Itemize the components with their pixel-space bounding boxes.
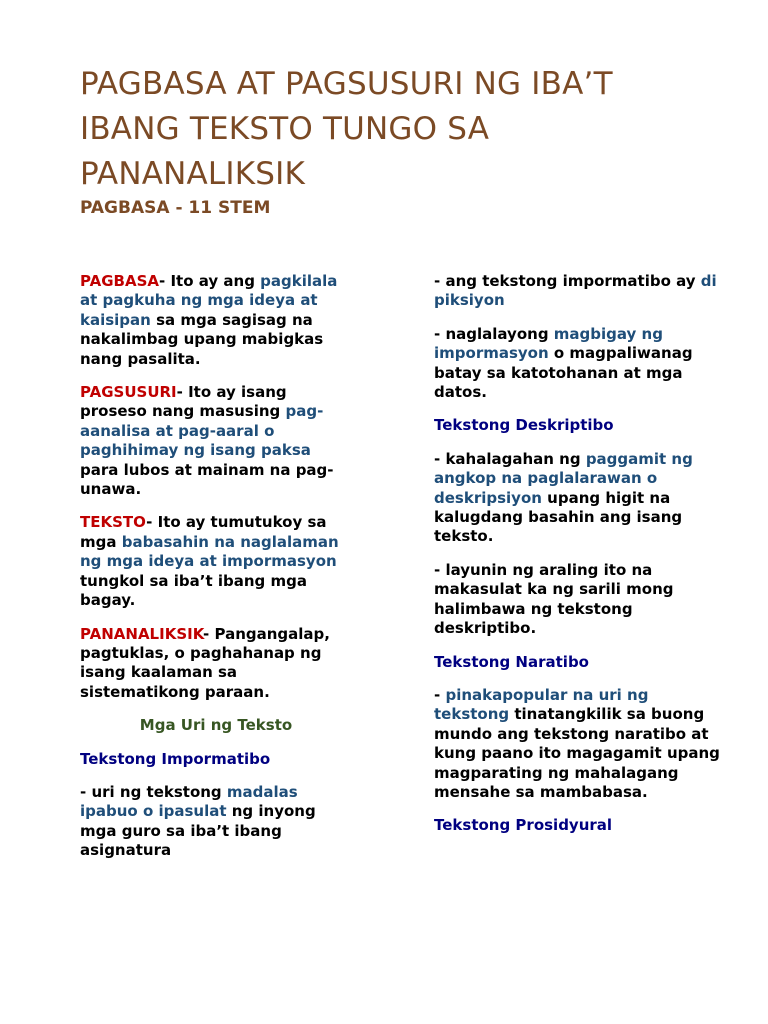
highlight-text: magbigay ng impormasyon <box>434 324 663 363</box>
term-pagbasa: PAGBASA <box>80 272 159 290</box>
impormatibo-paragraph-1 <box>80 783 352 861</box>
pagbasa-definition <box>80 272 352 369</box>
definition-text: - kahalagahan ng <box>434 449 586 468</box>
definition-text: - <box>434 685 446 704</box>
definition-text: para lubos at mainam na pag-unawa. <box>80 460 334 499</box>
definition-text: tungkol sa iba’t ibang mga bagay. <box>80 571 307 610</box>
term-pagsusuri: PAGSUSURI <box>80 383 177 402</box>
pagsusuri-definition <box>80 383 352 499</box>
right-column <box>434 272 720 850</box>
impormatibo-paragraph-3 <box>434 325 720 403</box>
teksto-definition <box>80 513 352 610</box>
definition-text: upang higit na kalugdang basahin ang isang teksto. <box>434 488 683 546</box>
term-pananaliksik: PANANALIKSIK <box>80 624 204 643</box>
left-column <box>80 272 352 875</box>
definition-text: sa mga sagisag na nakalimbag upang mabigkas nang pasalita. <box>80 310 324 368</box>
definition-text: - layunin ng araling ito na makasulat ka ng sarili mong halimbawa ng tekstong deskriptibo. <box>434 560 674 638</box>
section-heading-mga-uri: Mga Uri ng Teksto <box>139 716 293 735</box>
highlight-text: pagkilala at pagkuha ng mga ideya at kaisipan <box>80 272 338 329</box>
definition-text: - uri ng tekstong <box>80 782 227 801</box>
definition-text: - Ito ay isang proseso nang masusing <box>80 383 287 421</box>
deskriptibo-paragraph-1 <box>434 450 720 547</box>
definition-text: - Pangangalap, pagtuklas, o paghahanap ng isang kaalaman sa sistematikong paraan. <box>80 624 330 701</box>
definition-text: - ang tekstong impormatibo ay <box>434 272 701 290</box>
heading-tekstong-deskriptibo: Tekstong Deskriptibo <box>434 416 614 435</box>
definition-text: tinatangkilik sa buong mundo ang tekstong naratibo at kung paano ito magagamit upang magparating ng mahalagang mensahe sa mambabasa. <box>434 705 720 801</box>
highlight-text: di piksiyon <box>434 272 717 310</box>
definition-text: - naglalayong <box>434 324 554 343</box>
deskriptibo-paragraph-2 <box>434 561 720 639</box>
highlight-text: paggamit ng angkop na paglalarawan o deskripsiyon <box>434 449 693 507</box>
highlight-text: pag-aanalisa at pag-aaral o paghihimay ng isang paksa <box>80 402 324 460</box>
highlight-text: babasahin na naglalaman ng mga ideya at impormasyon <box>80 532 339 571</box>
heading-tekstong-prosidyural: Tekstong Prosidyural <box>434 816 613 835</box>
heading-tekstong-impormatibo: Tekstong Impormatibo <box>80 749 271 768</box>
highlight-text: madalas ipabuo o ipasulat <box>80 782 298 821</box>
heading-tekstong-naratibo: Tekstong Naratibo <box>434 652 589 671</box>
definition-text: - Ito ay tumutukoy sa mga <box>80 513 327 551</box>
impormatibo-paragraph-2 <box>434 272 720 311</box>
highlight-text: pinakapopular na uri ng tekstong <box>434 685 649 724</box>
definition-text: o magpaliwanag batay sa katotohanan at mga datos. <box>434 344 693 402</box>
definition-text: ng inyong mga guro sa iba’t ibang asignatura <box>80 802 316 860</box>
term-teksto: TEKSTO <box>80 513 147 532</box>
document-subtitle: PAGBASA - 11 STEM <box>80 198 271 218</box>
pananaliksik-definition <box>80 625 352 703</box>
definition-text: - Ito ay ang <box>159 272 261 290</box>
document-title: PAGBASA AT PAGSUSURI NG IBA’T IBANG TEKSTO TUNGO SA PANANALIKSIK <box>80 66 613 192</box>
naratibo-paragraph-1 <box>434 686 720 802</box>
